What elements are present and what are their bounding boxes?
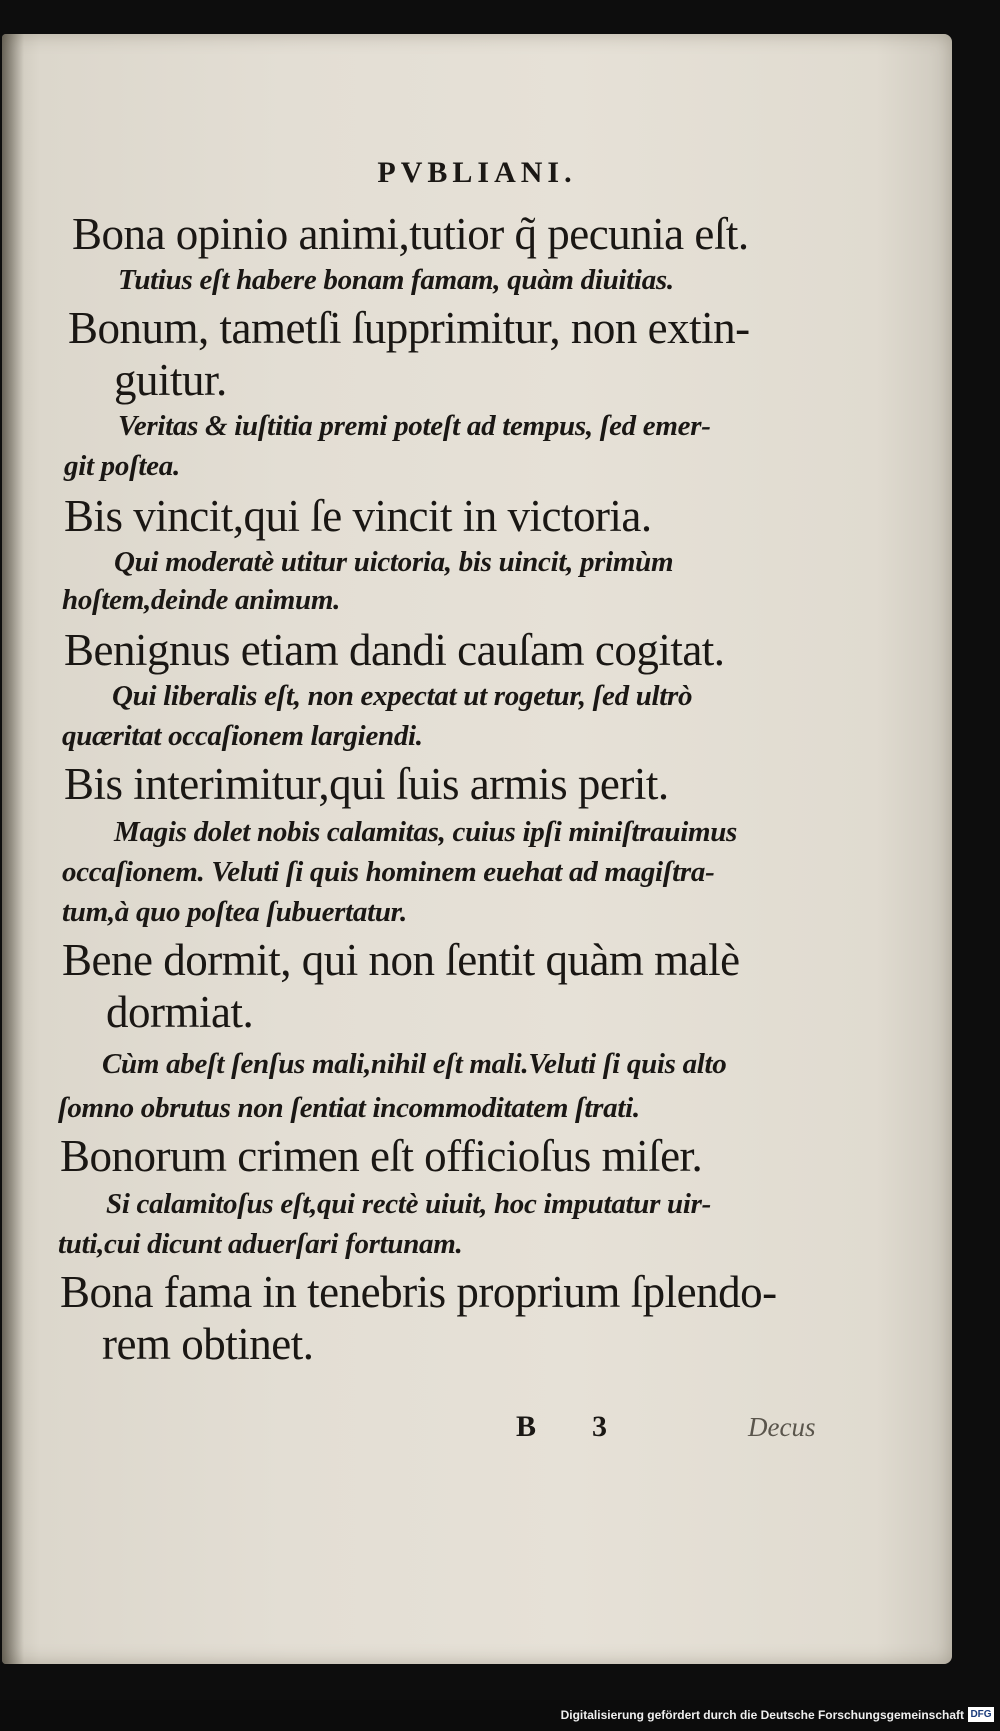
sentence-line: Bona opinio animi,tutior q̃ pecunia eſt. bbox=[72, 209, 749, 259]
commentary-line: ſomno obrutus non ſentiat incommoditatem ſtrati. bbox=[58, 1092, 640, 1124]
sentence-line: Bona fama in tenebris proprium ſplendo- bbox=[60, 1267, 777, 1317]
book-page bbox=[2, 34, 952, 1664]
sentence-line: Bis vincit,qui ſe vincit in victoria. bbox=[64, 491, 652, 541]
commentary-line: hoſtem,deinde animum. bbox=[62, 584, 341, 616]
commentary-line: Qui moderatè utitur uictoria, bis uincit, primùm bbox=[114, 546, 674, 578]
sentence-line: Benignus etiam dandi cauſam cogitat. bbox=[64, 625, 725, 675]
commentary-line: Magis dolet nobis calamitas, cuius ipſi miniſtrauimus bbox=[114, 816, 738, 848]
commentary-line: Cùm abeſt ſenſus mali,nihil eſt mali.Veluti ſi quis alto bbox=[102, 1048, 727, 1080]
commentary-line: Tutius eſt habere bonam famam, quàm diuitias. bbox=[118, 264, 674, 296]
sentence-line: rem obtinet. bbox=[102, 1319, 314, 1369]
commentary-line: tum,à quo poſtea ſubuertatur. bbox=[62, 896, 408, 928]
dfg-logo: DFG bbox=[968, 1707, 994, 1722]
signature-number: 3 bbox=[592, 1410, 607, 1443]
commentary-line: occaſionem. Veluti ſi quis hominem euehat ad magiſtra- bbox=[62, 856, 715, 888]
sentence-line: Bonorum crimen eſt officioſus miſer. bbox=[60, 1131, 703, 1181]
commentary-line: git poſtea. bbox=[64, 450, 180, 482]
signature-mark: B bbox=[516, 1410, 537, 1443]
sentence-line: guitur. bbox=[114, 355, 227, 405]
commentary-line: Veritas & iuſtitia premi poteſt ad tempus, ſed emer- bbox=[118, 410, 711, 442]
commentary-line: tuti,cui dicunt aduerſari fortunam. bbox=[58, 1228, 463, 1260]
commentary-line: Qui liberalis eſt, non expectat ut rogetur, ſed ultrò bbox=[112, 680, 693, 712]
sentence-line: Bonum, tametſi ſupprimitur, non extin- bbox=[68, 303, 750, 353]
commentary-line: quæritat occaſionem largiendi. bbox=[62, 720, 423, 752]
sentence-line: Bis interimitur,qui ſuis armis perit. bbox=[64, 759, 669, 809]
spine-shadow bbox=[2, 34, 24, 1664]
footer-credit: Digitalisierung gefördert durch die Deutsche Forschungsgemeinschaft bbox=[560, 1708, 964, 1722]
running-head: PVBLIANI. bbox=[377, 156, 577, 189]
sentence-line: dormiat. bbox=[106, 987, 254, 1037]
catchword: Decus bbox=[748, 1412, 816, 1442]
commentary-line: Si calamitoſus eſt,qui rectè uiuit, hoc imputatur uir- bbox=[106, 1188, 711, 1220]
sentence-line: Bene dormit, qui non ſentit quàm malè bbox=[62, 935, 740, 985]
